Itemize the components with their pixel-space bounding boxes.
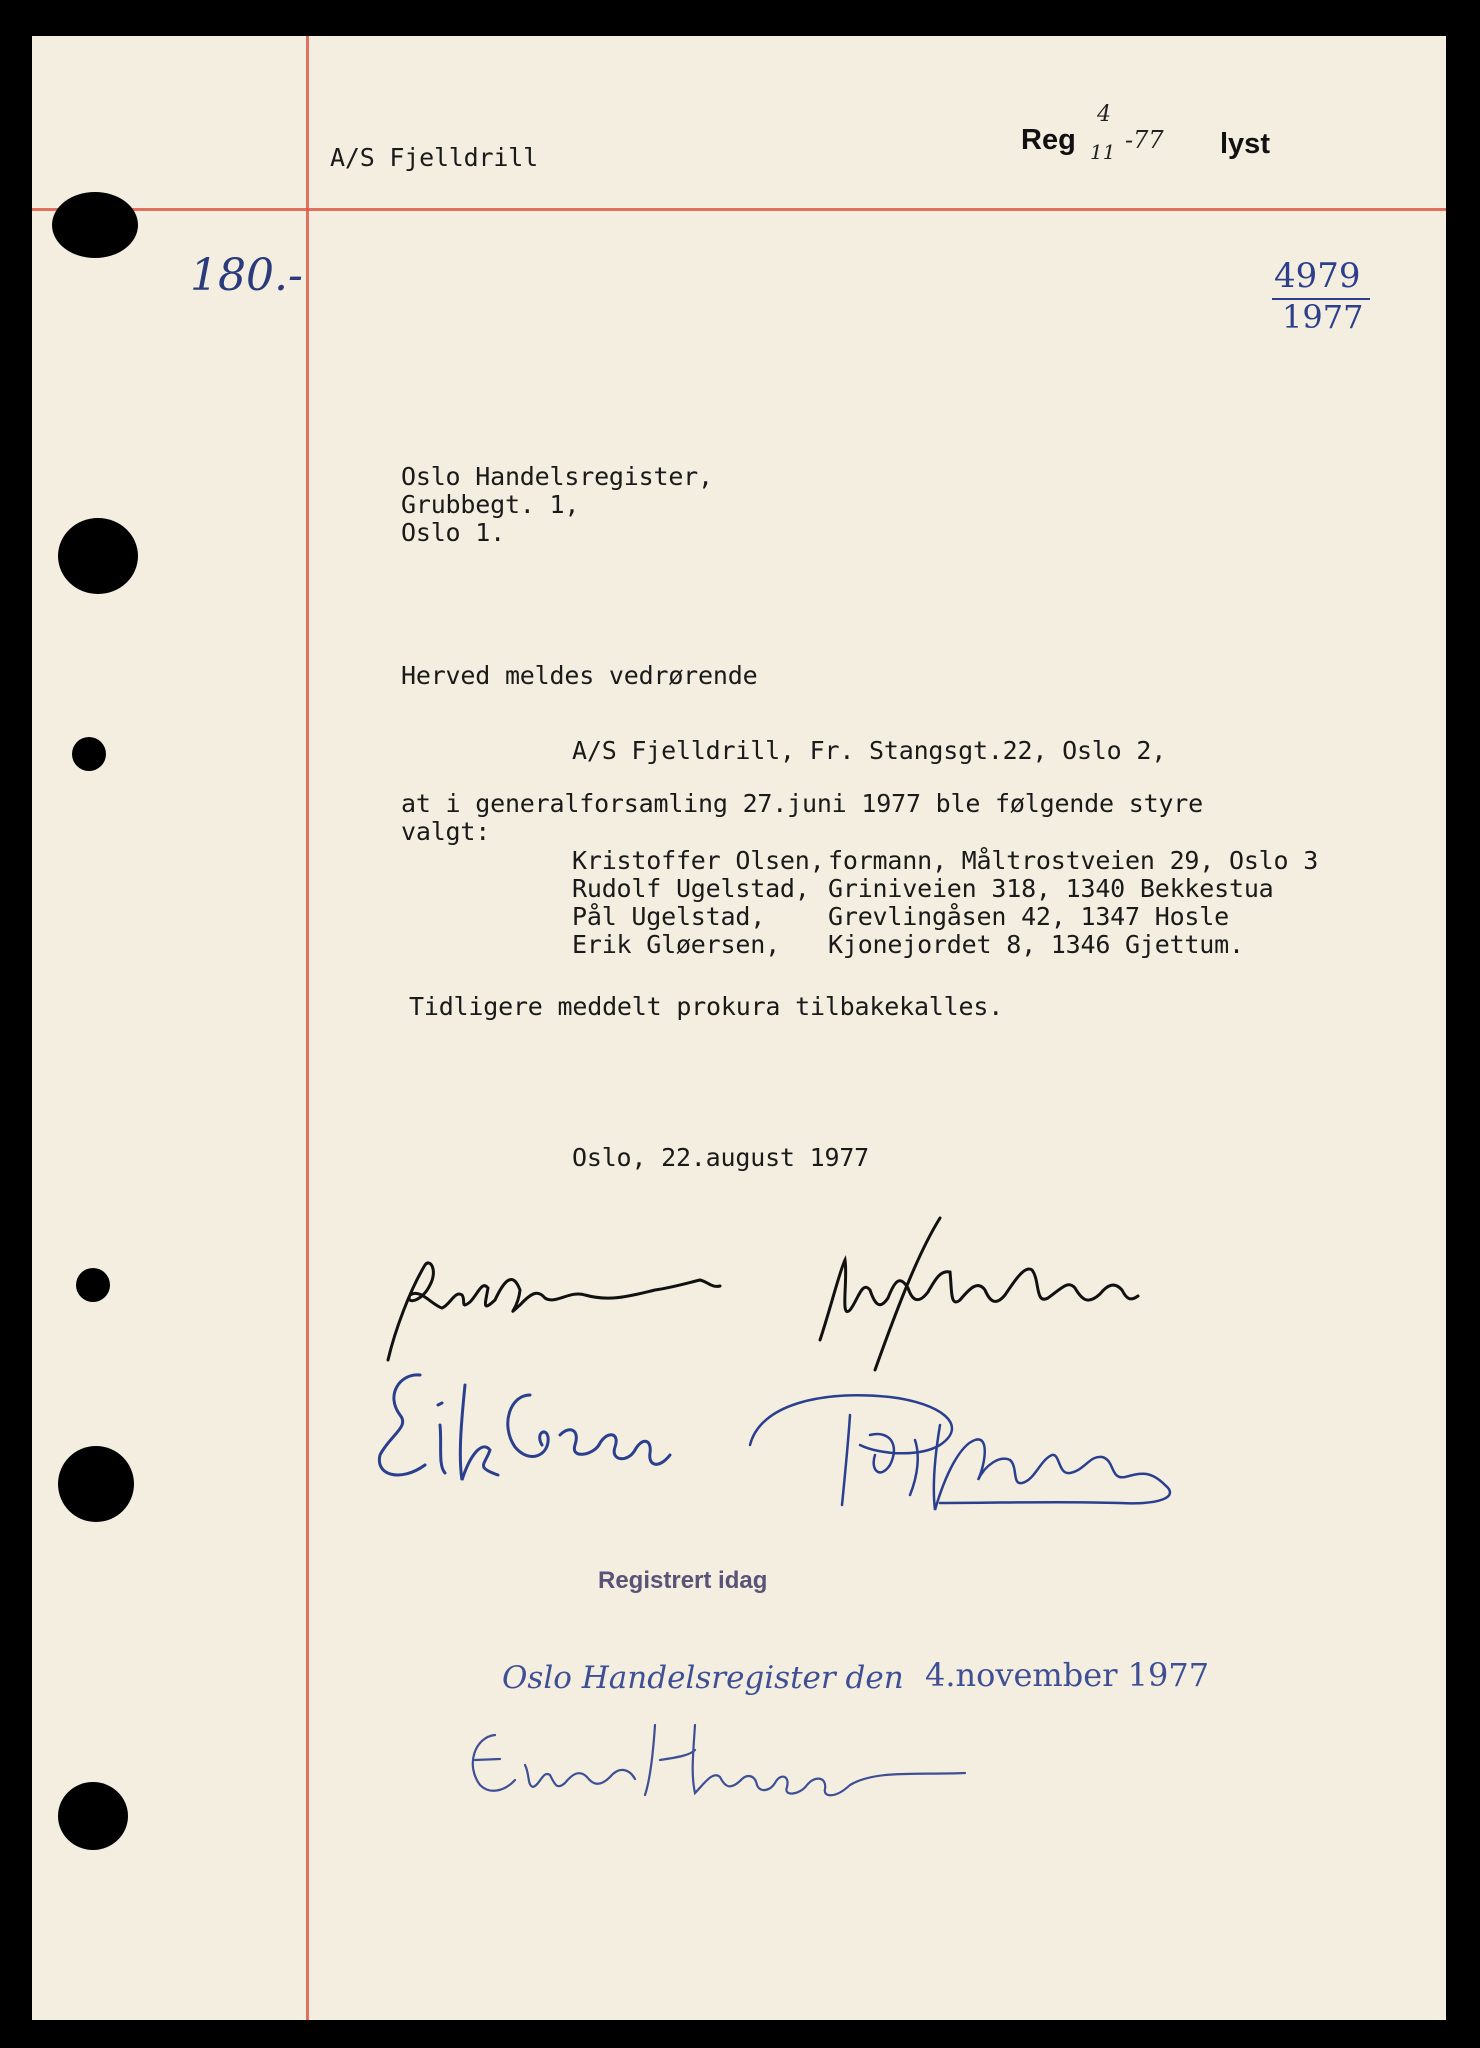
punch-hole (72, 737, 106, 771)
case-year: 1977 (1282, 298, 1364, 336)
sender-company: A/S Fjelldrill (330, 143, 538, 172)
reg-date-month: 11 (1090, 140, 1116, 164)
registered-today-stamp: Registrert idag (598, 1567, 768, 1594)
margin-fee-note: 180.- (190, 250, 303, 301)
punch-hole (76, 1268, 110, 1302)
board-member-address: formann, Måltrostveien 29, Oslo 3 (828, 846, 1319, 875)
reg-date-year: -77 (1125, 126, 1164, 154)
recipient-line-3: Oslo 1. (401, 518, 505, 547)
resolution-line-1: at i generalforsamling 27.juni 1977 ble følgende styre (401, 789, 1203, 818)
punch-hole (58, 1446, 134, 1522)
margin-rule-horizontal (32, 208, 1446, 211)
signature-rudolf-ugelstad (370, 1250, 730, 1370)
case-number: 4979 (1274, 256, 1361, 296)
resolution-line-2: valgt: (401, 817, 491, 846)
revocation-line: Tidligere meddelt prokura tilbakekalles. (409, 992, 1004, 1021)
registration-stamp (1021, 124, 1076, 157)
punch-hole (58, 518, 138, 594)
reg-status: lyst (1220, 128, 1270, 160)
board-member-name: Kristoffer Olsen, (572, 846, 825, 875)
reg-date-day: 4 (1097, 102, 1111, 127)
intro-line: Herved meldes vedrørende (401, 661, 758, 690)
signature-erik-gloersen (370, 1355, 690, 1495)
board-member-name: Rudolf Ugelstad, (572, 874, 810, 903)
recipient-line-2: Grubbegt. 1, (401, 490, 580, 519)
registry-office-line: Oslo Handelsregister den (502, 1660, 904, 1696)
punch-hole (52, 192, 138, 258)
board-member-name: Erik Gløersen, (572, 930, 780, 959)
punch-hole (58, 1782, 128, 1850)
board-member-name: Pål Ugelstad, (572, 902, 766, 931)
board-member-address: Grevlingåsen 42, 1347 Hosle (828, 902, 1229, 931)
registration-date: 4.november 1977 (925, 1656, 1210, 1694)
margin-rule-vertical (306, 36, 309, 2020)
signature-einar-hansen (455, 1715, 975, 1805)
reg-prefix: Reg (1021, 124, 1076, 156)
signature-kristoffer-olsen (800, 1210, 1140, 1390)
signature-pal-ugelstad (740, 1385, 1190, 1525)
board-member-address: Kjonejordet 8, 1346 Gjettum. (828, 930, 1244, 959)
board-member-address: Griniveien 318, 1340 Bekkestua (828, 874, 1274, 903)
recipient-line-1: Oslo Handelsregister, (401, 462, 713, 491)
company-address-line: A/S Fjelldrill, Fr. Stangsgt.22, Oslo 2, (572, 736, 1167, 765)
place-date: Oslo, 22.august 1977 (572, 1143, 870, 1172)
